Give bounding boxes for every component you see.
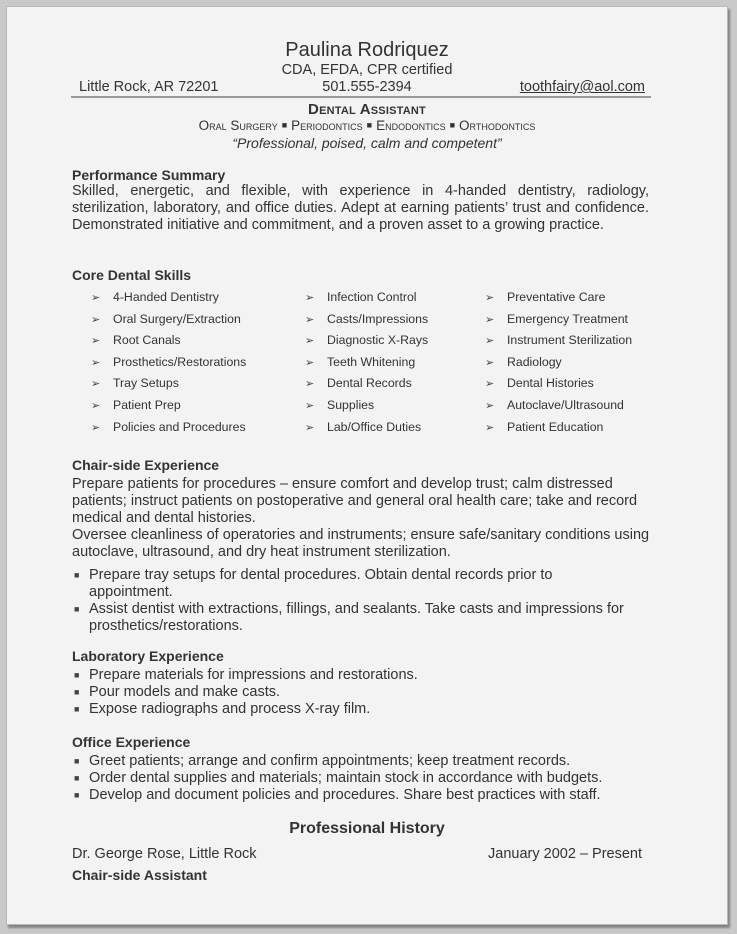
arrow-bullet-icon: ➢ — [305, 378, 315, 391]
arrow-bullet-icon: ➢ — [485, 313, 495, 326]
skill-item: ➢ Supplies — [305, 397, 428, 419]
square-bullet-icon: ■ — [74, 670, 80, 680]
specialty: Orthodontics — [459, 118, 536, 133]
skill-item: ➢ Preventative Care — [485, 289, 632, 311]
job-role-title: Dental Assistant — [308, 101, 426, 118]
skill-item: ➢ Infection Control — [305, 289, 428, 311]
skill-item: ➢ Oral Surgery/Extraction — [91, 311, 246, 333]
skill-item: ➢ Instrument Sterilization — [485, 332, 632, 354]
professional-history-heading: Professional History — [289, 820, 445, 837]
square-bullet-icon: ■ — [74, 773, 80, 783]
bullet-item: ■ Prepare materials for impressions and restorations. — [74, 667, 418, 683]
arrow-bullet-icon: ➢ — [91, 335, 101, 348]
arrow-bullet-icon: ➢ — [485, 421, 495, 434]
square-bullet-icon: ■ — [74, 756, 80, 766]
bullet-item: ■ Pour models and make casts. — [74, 684, 281, 700]
skill-item: ➢ Policies and Procedures — [91, 419, 246, 441]
chairside-paragraph-1: Prepare patients for procedures – ensure comfort and develop trust; calm distressed patients; instruct patients on postoperative and general oral health care; take and record medical and dental histories. — [72, 476, 638, 526]
bullet-item: ■ Prepare tray setups for dental procedures. Obtain dental records prior to appointment. — [74, 567, 553, 600]
square-bullet-icon: ■ — [74, 604, 80, 614]
square-bullet-icon: ■ — [74, 790, 80, 800]
skill-item: ➢ Emergency Treatment — [485, 311, 632, 333]
square-bullet-icon: ■ — [74, 570, 80, 580]
skill-item: ➢ Radiology — [485, 354, 632, 376]
arrow-bullet-icon: ➢ — [485, 378, 495, 391]
bullet-item: ■ Expose radiographs and process X-ray film. — [74, 701, 371, 717]
specialty: Endodontics — [376, 118, 446, 133]
skill-item: ➢ Autoclave/Ultrasound — [485, 397, 632, 419]
skills-column-2 — [305, 289, 428, 440]
arrow-bullet-icon: ➢ — [91, 421, 101, 434]
arrow-bullet-icon: ➢ — [91, 378, 101, 391]
specialty: Oral Surgery — [198, 118, 278, 133]
skill-item: ➢ Tray Setups — [91, 375, 246, 397]
skill-item: ➢ Prosthetics/Restorations — [91, 354, 246, 376]
applicant-name: Paulina Rodriquez — [285, 39, 449, 61]
skill-item: ➢ Dental Records — [305, 375, 428, 397]
skill-item: ➢ Teeth Whitening — [305, 354, 428, 376]
skill-item: ➢ Patient Prep — [91, 397, 246, 419]
arrow-bullet-icon: ➢ — [305, 292, 315, 304]
skill-item: ➢ Root Canals — [91, 332, 246, 354]
job-title: Chair-side Assistant — [72, 867, 207, 883]
separator-icon: ■ — [449, 120, 456, 130]
arrow-bullet-icon: ➢ — [305, 399, 315, 412]
skill-item: ➢ 4-Handed Dentistry — [91, 289, 246, 311]
separator-icon: ■ — [366, 120, 373, 130]
arrow-bullet-icon: ➢ — [91, 399, 101, 412]
skill-item: ➢ Diagnostic X-Rays — [305, 332, 428, 354]
separator-icon: ■ — [281, 120, 288, 130]
bullet-item: ■ Assist dentist with extractions, fillings, and sealants. Take casts and impressions for prosthetics/restorations. — [74, 601, 624, 634]
laboratory-heading: Laboratory Experience — [72, 648, 224, 664]
office-heading: Office Experience — [72, 734, 191, 750]
performance-summary-text: Skilled, energetic, and flexible, with experience in 4-handed dentistry, radiology, sterilization, laboratory, and office duties. Adept at earning patients’ trust and confidence. Demonstrated initiative and commitment, and a proven asset to a growing practice. — [72, 183, 649, 233]
laboratory-bullets — [72, 667, 652, 718]
employment-dates: January 2002 – Present — [488, 846, 642, 862]
skills-column-1 — [91, 289, 246, 440]
specialty: Periodontics — [291, 118, 363, 133]
arrow-bullet-icon: ➢ — [91, 292, 101, 304]
skill-item: ➢ Dental Histories — [485, 375, 632, 397]
arrow-bullet-icon: ➢ — [305, 356, 315, 369]
arrow-bullet-icon: ➢ — [485, 356, 495, 369]
skill-item: ➢ Lab/Office Duties — [305, 419, 428, 441]
certifications: CDA, EFDA, CPR certified — [281, 62, 453, 78]
chairside-paragraph-2: Oversee cleanliness of operatories and instruments; ensure safe/sanitary conditions using autoclave, ultrasound, and dry heat instrument sterilization. — [72, 527, 650, 560]
skill-item: ➢ Patient Education — [485, 419, 632, 441]
arrow-bullet-icon: ➢ — [91, 313, 101, 326]
arrow-bullet-icon: ➢ — [305, 421, 315, 434]
bullet-item: ■ Order dental supplies and materials; maintain stock in accordance with budgets. — [74, 770, 603, 786]
header-divider — [71, 96, 651, 98]
bullet-item: ■ Greet patients; arrange and confirm appointments; keep treatment records. — [74, 753, 571, 769]
chairside-heading: Chair-side Experience — [72, 457, 220, 473]
performance-summary-heading: Performance Summary — [72, 167, 226, 183]
skills-column-3 — [485, 289, 632, 440]
bullet-item: ■ Develop and document policies and procedures. Share best practices with staff. — [74, 787, 601, 803]
core-skills-heading: Core Dental Skills — [72, 267, 192, 283]
arrow-bullet-icon: ➢ — [305, 335, 315, 348]
phone-number: 501.555-2394 — [322, 79, 412, 95]
arrow-bullet-icon: ➢ — [485, 399, 495, 412]
arrow-bullet-icon: ➢ — [305, 313, 315, 326]
tagline: “Professional, poised, calm and competent” — [232, 135, 502, 151]
resume-page — [6, 6, 728, 925]
specialties-line — [7, 118, 727, 133]
arrow-bullet-icon: ➢ — [485, 335, 495, 348]
location: Little Rock, AR 72201 — [79, 79, 219, 95]
email-link[interactable]: toothfairy@aol.com — [519, 79, 645, 95]
square-bullet-icon: ■ — [74, 687, 80, 697]
square-bullet-icon: ■ — [74, 704, 80, 714]
office-bullets — [72, 753, 652, 804]
arrow-bullet-icon: ➢ — [485, 292, 495, 304]
employer: Dr. George Rose, Little Rock — [72, 846, 257, 862]
arrow-bullet-icon: ➢ — [91, 356, 101, 369]
chairside-bullets — [72, 567, 637, 635]
skill-item: ➢ Casts/Impressions — [305, 311, 428, 333]
